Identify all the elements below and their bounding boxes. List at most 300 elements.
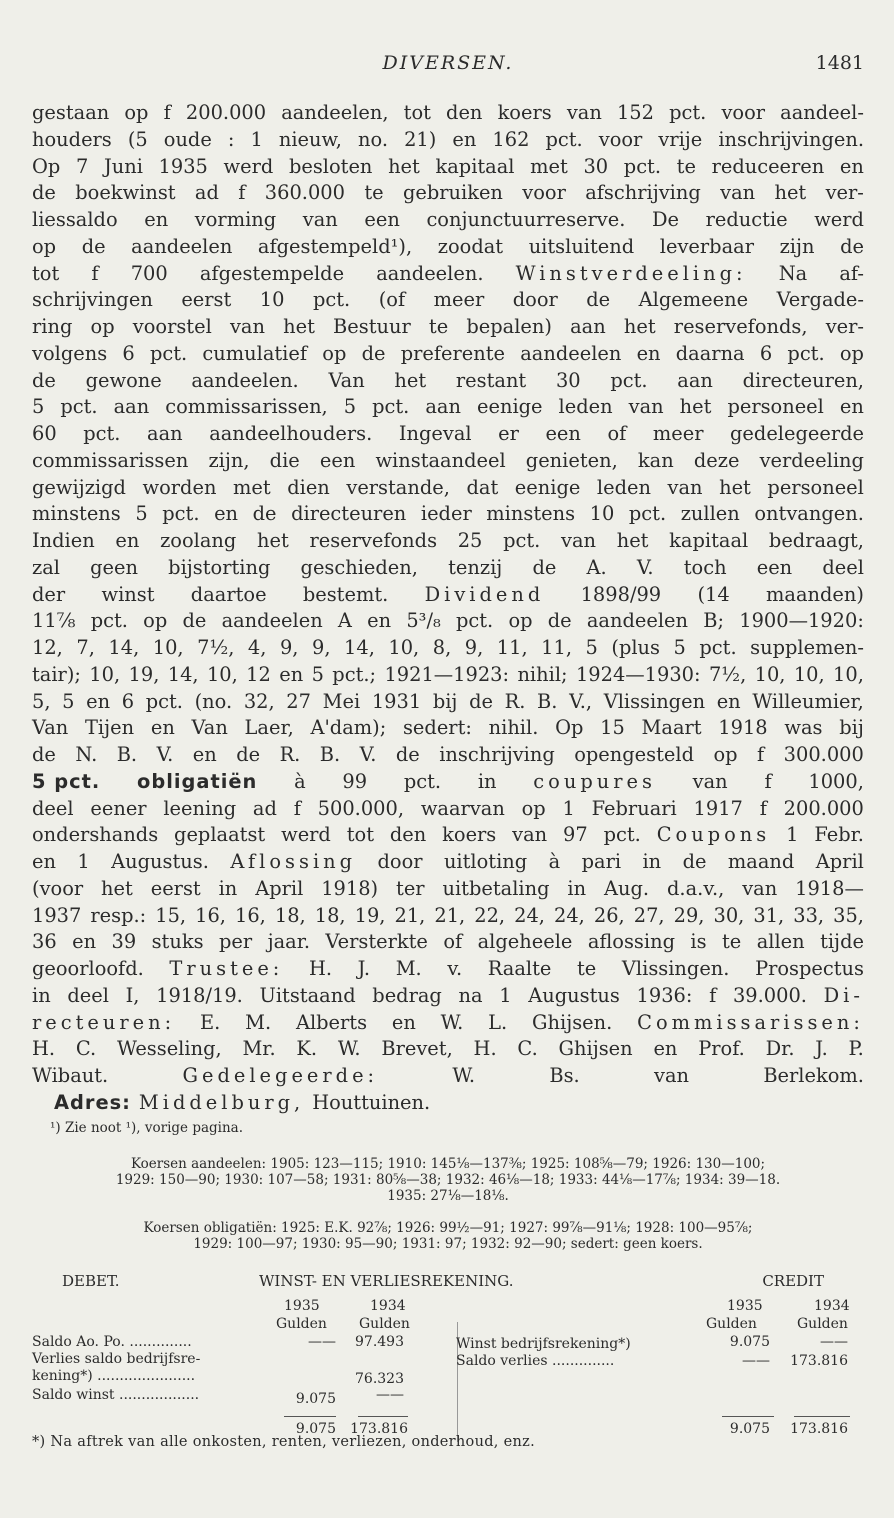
body-word: 7	[75, 154, 89, 178]
body-word: (plus	[611, 636, 660, 659]
body-line	[32, 582, 864, 609]
body-word: de	[81, 234, 106, 258]
body-word: de	[236, 743, 261, 766]
body-word: 6	[759, 341, 773, 365]
body-word: 10,	[152, 636, 184, 659]
body-word: pct.	[149, 341, 188, 365]
body-line	[32, 929, 864, 956]
share-prices-line: 1935: 27⅛—18⅛.	[387, 1188, 509, 1204]
body-word: M.	[245, 1010, 272, 1034]
body-word: voorstel	[132, 315, 212, 338]
body-word: pct.	[603, 823, 641, 847]
body-word: restant	[455, 368, 527, 392]
body-word: Op	[32, 154, 61, 178]
body-word: Augustus	[528, 983, 620, 1007]
body-word: 300.000	[783, 743, 864, 766]
body-word: werd	[814, 208, 864, 231]
body-word: koers	[442, 823, 497, 847]
body-word: 5	[585, 636, 598, 659]
body-word: minstens	[32, 502, 121, 526]
body-word: werd	[281, 823, 331, 847]
body-word: 5 pct.	[32, 769, 101, 793]
body-word: liessaldo	[32, 208, 118, 231]
body-word: Bs.	[549, 1064, 580, 1087]
body-word: op	[839, 341, 864, 365]
body-word: zullen	[680, 502, 740, 526]
body-line	[32, 421, 864, 448]
body-word: afgestempelde	[199, 261, 345, 285]
body-word: aandeelen	[221, 609, 323, 633]
body-word: pct.	[60, 395, 98, 419]
body-word: kapitaal	[435, 154, 515, 178]
body-word: 7½,	[197, 636, 235, 659]
body-word: ter	[396, 876, 425, 900]
body-word: A.	[586, 555, 607, 579]
body-word: aandeelen	[586, 609, 688, 633]
body-word: f	[163, 101, 171, 124]
body-word: door	[512, 288, 558, 312]
body-word: 10	[589, 502, 615, 526]
credit-year-1934: 1934	[814, 1298, 850, 1314]
body-word: het	[283, 315, 315, 338]
body-word: 4,	[247, 636, 267, 659]
credit-row-1934: ——	[820, 1334, 848, 1350]
body-word: 35,	[833, 903, 864, 927]
body-word: het	[623, 315, 656, 338]
body-word: 36	[32, 930, 57, 954]
body-word: zal	[32, 555, 60, 579]
body-word: V.,	[569, 689, 593, 713]
body-word: recteuren:	[32, 1010, 176, 1034]
body-word: eerst	[181, 288, 232, 312]
body-word: Vlissingen	[603, 689, 706, 713]
profit-loss-account	[32, 1272, 864, 1446]
body-word: 1900—1920:	[739, 609, 864, 633]
page-header	[32, 52, 864, 82]
body-word: reservefonds,	[673, 315, 808, 338]
credit-total-1934: 173.816	[790, 1421, 848, 1437]
body-word: 32,	[243, 689, 275, 713]
body-word: resp.:	[90, 903, 147, 927]
body-line	[32, 555, 864, 582]
body-word: nihil.	[488, 716, 539, 740]
body-word: met	[233, 475, 271, 499]
address-street: Houttuinen.	[312, 1090, 431, 1114]
body-word: aflossing	[587, 930, 675, 954]
body-word: het	[388, 154, 420, 178]
body-word: bedraagt,	[768, 529, 864, 552]
body-word: Algemeene	[638, 288, 749, 312]
body-word: pct.	[787, 341, 825, 365]
body-word: zoolang	[160, 529, 237, 552]
body-word: eerst	[150, 876, 201, 900]
body-word: afschrijving	[585, 181, 701, 205]
body-line	[32, 341, 864, 368]
body-word: 24,	[514, 903, 545, 927]
body-word: Laer,	[244, 716, 294, 740]
credit-total-rule	[794, 1416, 850, 1417]
body-word: 39	[111, 930, 137, 954]
debit-row-1934: ——	[376, 1387, 404, 1403]
body-word: 5	[32, 395, 45, 419]
body-word: aan	[113, 395, 150, 419]
body-word: 21,	[394, 903, 426, 927]
body-word: en	[279, 662, 304, 686]
debit-year-1935: 1935	[284, 1298, 320, 1314]
body-word: 9,	[279, 636, 299, 659]
body-word: ad	[252, 796, 277, 820]
body-word: tair);	[32, 662, 81, 686]
body-word: Brevet,	[381, 1037, 453, 1061]
body-word: in	[218, 876, 238, 900]
body-word: boekwinst	[75, 181, 176, 205]
body-word: de	[547, 609, 572, 633]
credit-unit-1934: Gulden	[797, 1316, 848, 1332]
body-word: aan	[425, 395, 461, 419]
body-line	[32, 475, 864, 502]
body-word: of	[443, 930, 463, 954]
body-word: pct.;	[332, 662, 377, 686]
credit-row-label: Winst bedrijfsrekening*)	[456, 1336, 631, 1352]
body-word: geschieden,	[300, 555, 418, 579]
body-word: door	[377, 850, 423, 873]
body-line	[32, 528, 864, 555]
body-word: 5	[62, 689, 75, 713]
body-word: reservefonds	[309, 529, 438, 552]
body-word: den	[446, 101, 483, 124]
body-word: winstaandeel	[375, 448, 506, 472]
body-line	[32, 261, 864, 288]
body-word: een	[319, 448, 356, 472]
body-word: op	[90, 315, 115, 338]
body-word: en	[716, 689, 741, 713]
body-word: 19,	[354, 903, 386, 927]
body-word: geen	[90, 555, 138, 579]
share-prices-line: 1929: 150—90; 1930: 107—58; 1931: 80⅝—38; 1932: 46⅛—18; 1933: 44⅛—17⅞; 1934: 39—18.	[115, 1172, 781, 1188]
body-word: van	[229, 315, 265, 338]
body-word: f	[238, 181, 246, 205]
body-word: supplemen-	[750, 636, 864, 659]
body-word: 18,	[274, 903, 306, 927]
body-word: 5	[673, 636, 686, 659]
body-word: te	[577, 957, 597, 980]
body-word: 10,	[833, 662, 864, 686]
body-word: R.	[504, 689, 526, 713]
address-city: Middelburg,	[138, 1090, 305, 1114]
body-word: ieder	[420, 502, 472, 526]
body-word: J.	[815, 1037, 828, 1061]
debit-total-rule	[284, 1416, 336, 1417]
body-word: de	[469, 689, 493, 713]
body-word: pct.	[669, 101, 707, 124]
body-word: het	[774, 181, 807, 205]
body-word: Ingeval	[398, 422, 472, 445]
body-word: Febr.	[814, 823, 864, 847]
body-word: en	[32, 850, 56, 873]
body-word: :	[227, 127, 235, 151]
body-word: en	[839, 395, 864, 419]
body-line	[32, 769, 864, 796]
body-word: 1937	[32, 903, 82, 927]
body-word: Mr.	[242, 1037, 276, 1061]
body-word: houders	[32, 127, 112, 151]
body-word: stuks	[151, 930, 204, 954]
body-word: M.	[395, 957, 422, 980]
body-word: reductie	[705, 208, 788, 231]
body-line	[32, 983, 864, 1010]
body-word: 14,	[167, 662, 199, 686]
body-word: deze	[693, 448, 740, 472]
body-word: coupures	[533, 769, 656, 793]
body-word: I,	[125, 983, 140, 1007]
credit-row-1935: 9.075	[729, 1334, 770, 1350]
body-word: J.	[357, 957, 371, 980]
body-word: ondershands	[32, 823, 159, 847]
body-word: een	[364, 208, 400, 231]
body-word: 10,	[89, 662, 121, 686]
body-word: aandeelhouders.	[209, 422, 373, 445]
body-word: genieten,	[525, 448, 618, 472]
body-word: te	[428, 315, 449, 338]
body-word: W.	[337, 1037, 361, 1061]
body-word: 152	[616, 101, 654, 124]
body-line	[32, 287, 864, 314]
body-word: en	[72, 930, 97, 954]
body-word: inschrijving	[439, 743, 555, 766]
body-word: Vlissingen.	[621, 957, 730, 980]
body-word: voor	[598, 127, 643, 151]
body-word: zoodat	[437, 234, 504, 258]
body-word: Februari	[591, 796, 677, 820]
body-word: N.	[75, 743, 98, 766]
body-word: op	[124, 101, 149, 124]
body-word: (no.	[194, 689, 233, 713]
body-word: 10,	[388, 636, 420, 659]
body-word: 5,	[32, 689, 51, 713]
body-line	[32, 127, 864, 154]
body-word: Trustee:	[169, 957, 284, 980]
body-word: 6	[122, 341, 135, 365]
body-word: P.	[848, 1037, 864, 1061]
body-word: op	[713, 743, 738, 766]
body-word: vrije	[658, 127, 703, 151]
body-word: deel	[67, 983, 109, 1007]
body-word: 7,	[76, 636, 95, 659]
body-word: vorming	[194, 208, 277, 231]
body-word: 1	[499, 983, 512, 1007]
body-word: Bestuur	[333, 315, 411, 338]
body-word: is	[690, 930, 707, 954]
body-word: gewone	[85, 368, 162, 392]
body-word: 14,	[344, 636, 375, 659]
body-word: te	[364, 181, 384, 205]
body-word: (of	[378, 288, 406, 312]
body-word: tot	[32, 261, 60, 285]
body-word: W.	[440, 1010, 464, 1034]
body-word: schrijvingen	[32, 288, 153, 312]
body-word: volgens	[32, 341, 108, 365]
body-word: de	[586, 288, 611, 312]
body-word: Commissarissen:	[637, 1010, 864, 1034]
ledger-grid	[32, 1296, 864, 1446]
body-word: te	[676, 154, 696, 178]
body-word: leden	[558, 395, 613, 419]
body-line	[32, 448, 864, 475]
body-word: no.	[358, 127, 389, 151]
body-word: Aflossing	[230, 850, 357, 873]
body-word: meer	[652, 422, 704, 445]
body-word: Na	[778, 261, 808, 285]
body-word: pct.	[312, 288, 351, 312]
debit-total-1934: 173.816	[350, 1421, 408, 1437]
body-word: pct.	[610, 368, 648, 392]
body-word: 10,	[206, 662, 238, 686]
body-word: 10,	[754, 662, 786, 686]
body-word: H.	[473, 1037, 497, 1061]
body-word: 27,	[633, 903, 665, 927]
debit-unit-1934: Gulden	[359, 1316, 410, 1332]
body-line	[32, 796, 864, 823]
body-line	[32, 154, 864, 181]
debit-row-1934: 76.323	[355, 1371, 404, 1387]
body-word: 97	[563, 823, 588, 847]
body-word: v.	[447, 957, 463, 980]
body-word: van	[561, 529, 597, 552]
debit-row-label: Saldo winst ..................	[32, 1387, 200, 1403]
ledger-header	[32, 1272, 864, 1296]
body-word: verstande,	[346, 475, 450, 499]
body-word: de	[182, 609, 207, 633]
body-word: jaar.	[267, 930, 310, 954]
body-line	[32, 635, 864, 662]
body-word: zijn	[779, 234, 815, 258]
ledger-footnote: *) Na aftrek van alle onkosten, renten, verliezen, onderhoud, enz.	[32, 1434, 535, 1450]
body-word: 15,	[155, 903, 187, 927]
body-word: op	[322, 341, 347, 365]
body-word: ring	[32, 315, 73, 338]
body-word: 31,	[753, 903, 785, 927]
body-word: bestemt.	[302, 582, 389, 606]
body-word: 10,	[793, 662, 825, 686]
body-word: 16,	[234, 903, 266, 927]
body-word: de	[395, 743, 420, 766]
body-word: 24,	[553, 903, 585, 927]
body-word: aan	[570, 315, 606, 338]
body-word: Tijen	[85, 716, 135, 740]
body-word: April	[255, 876, 304, 900]
body-word: Berlekom.	[763, 1064, 864, 1087]
body-word: deel	[32, 796, 74, 820]
body-word: 25	[457, 529, 483, 552]
body-word: de	[32, 368, 56, 392]
body-word: opengesteld	[574, 743, 694, 766]
body-word: meer	[433, 288, 485, 312]
body-word: der	[32, 582, 66, 606]
body-word: E.	[199, 1010, 221, 1034]
body-word: nihil;	[517, 662, 568, 686]
body-word: afgestempeld¹),	[257, 234, 413, 258]
body-word: in	[32, 983, 51, 1007]
body-word: aandeelen.	[376, 261, 484, 285]
body-word: 200.000	[783, 796, 864, 820]
body-word: 7½,	[708, 662, 747, 686]
body-word: R.	[279, 743, 301, 766]
body-line	[32, 180, 864, 207]
body-word: B;	[703, 609, 725, 633]
body-word: tijde	[820, 930, 864, 954]
bond-prices-line: 1929: 100—97; 1930: 95—90; 1931: 97; 1932: 92—90; sedert: geen koers.	[193, 1236, 703, 1252]
body-word: en	[150, 716, 175, 740]
body-word: conjunctuurreserve.	[426, 208, 626, 231]
body-word: 5	[311, 662, 324, 686]
body-word: waarvan	[420, 796, 505, 820]
body-word: Vergade-	[776, 288, 864, 312]
body-word: sedert:	[402, 716, 472, 740]
body-word: aan	[147, 422, 183, 445]
address-label: Adres:	[54, 1090, 131, 1114]
body-word: pct.	[455, 609, 494, 633]
body-word: 6	[121, 689, 135, 713]
body-line	[32, 662, 864, 689]
body-word: De	[651, 208, 680, 231]
debit-row-label: kening*) ......................	[32, 1368, 196, 1384]
body-word: (voor	[32, 876, 84, 900]
body-word: dien	[287, 475, 330, 499]
body-line	[32, 234, 864, 261]
body-word: deel	[822, 555, 864, 579]
body-word: 700	[130, 261, 168, 285]
body-word: Indien	[32, 529, 95, 552]
body-word: oude	[163, 127, 212, 151]
body-line	[32, 1063, 864, 1090]
body-word: verdeeling	[759, 448, 864, 472]
body-word: van	[654, 1064, 690, 1087]
body-word: pct.	[623, 154, 662, 178]
body-word: aandeelen	[520, 341, 622, 365]
body-word: die	[269, 448, 300, 472]
body-word: 60	[32, 422, 57, 445]
credit-unit-1935: Gulden	[706, 1316, 757, 1332]
body-word: ver-	[825, 315, 864, 338]
body-word: met	[530, 154, 568, 178]
footnote: ¹) Zie noot ¹), vorige pagina.	[50, 1120, 244, 1136]
body-word: Dr.	[765, 1037, 795, 1061]
debit-total-1935: 9.075	[295, 1421, 336, 1437]
body-word: Aug.	[604, 876, 650, 900]
body-word: 21)	[404, 127, 437, 151]
body-word: het	[394, 368, 427, 392]
body-word: in	[567, 876, 587, 900]
body-word: 9,	[464, 636, 484, 659]
body-word: V.	[156, 743, 174, 766]
body-word: gestaan	[32, 101, 110, 124]
body-word: K.	[296, 1037, 318, 1061]
body-word: 11,	[541, 636, 572, 659]
body-word: koers	[497, 101, 552, 124]
body-line	[32, 100, 864, 127]
body-word: pari	[581, 850, 622, 873]
body-line	[32, 394, 864, 421]
body-word: Uitstaand	[259, 983, 356, 1007]
body-word: uitloting	[443, 850, 528, 873]
body-line	[32, 608, 864, 635]
body-word: 1898/99	[580, 582, 662, 606]
body-word: 1931	[371, 689, 422, 713]
body-word: à	[548, 850, 561, 873]
body-word: 1918	[718, 716, 768, 740]
body-word: 39.000.	[732, 983, 807, 1007]
body-word: H.	[308, 957, 333, 980]
